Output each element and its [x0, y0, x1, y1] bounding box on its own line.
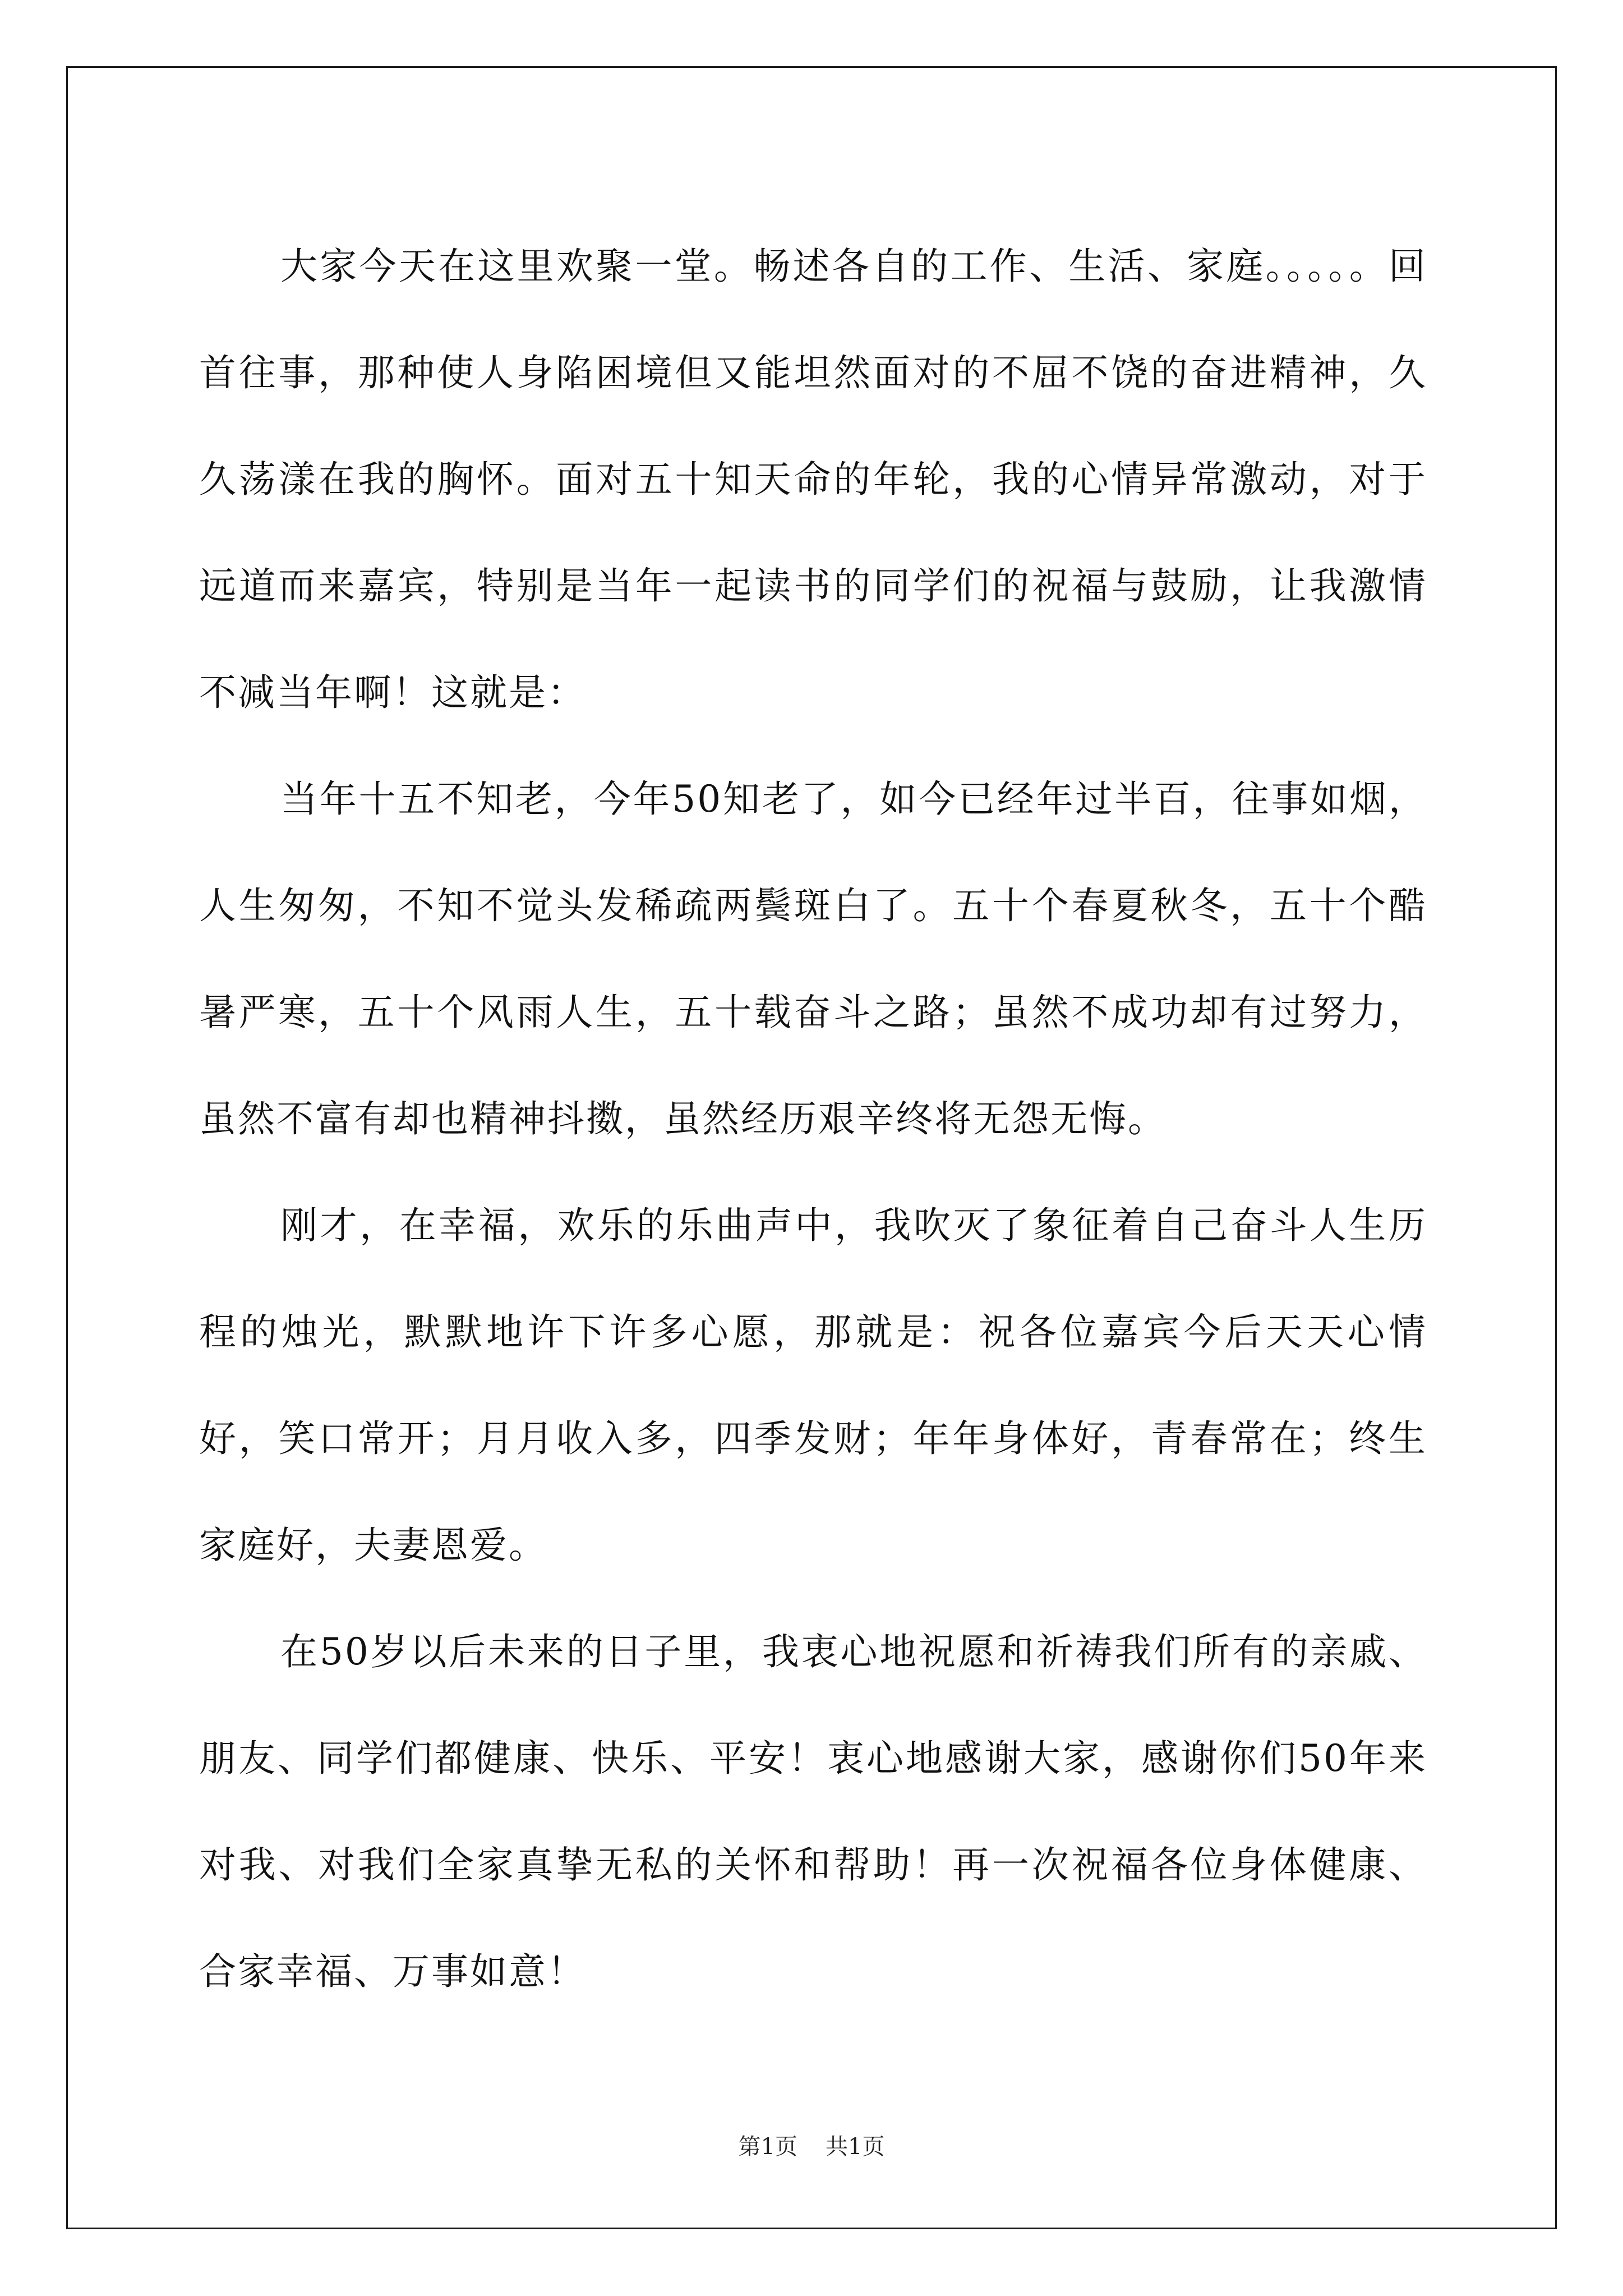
- paragraph-1: 大家今天在这里欢聚一堂。畅述各自的工作、生活、家庭。。。。。回首往事，那种使人身陷困境但又能坦然面对的不屈不饶的奋进精神，久久荡漾在我的胸怀。面对五十知天命的年轮，我的心情异常激动，对于远道而来嘉宾，特别是当年一起读书的同学们的祝福与鼓励，让我激情不减当年啊！这就是：: [199, 245, 1427, 714]
- paragraph-4: 在50岁以后未来的日子里，我衷心地祝愿和祈祷我们所有的亲戚、朋友、同学们都健康、快乐、平安！衷心地感谢大家，感谢你们50年来对我、对我们全家真挚无私的关怀和帮助！再一次祝福各位身体健康、合家幸福、万事如意！: [199, 1630, 1427, 1993]
- page-total: 共1页: [826, 2134, 885, 2160]
- paragraph-3: 刚才，在幸福，欢乐的乐曲声中，我吹灭了象征着自己奋斗人生历程的烛光，默默地许下许多心愿，那就是：祝各位嘉宾今后天天心情好，笑口常开；月月收入多，四季发财；年年身体好，青春常在；终生家庭好，夫妻恩爱。: [199, 1204, 1427, 1567]
- page-number: 第1页: [738, 2134, 797, 2160]
- page-footer: [0, 2130, 1623, 2164]
- paragraph-2: 当年十五不知老，今年50知老了，如今已经年过半百，往事如烟，人生匆匆，不知不觉头发稀疏两鬓斑白了。五十个春夏秋冬，五十个酷暑严寒，五十个风雨人生，五十载奋斗之路；虽然不成功却有过努力，虽然不富有却也精神抖擞，虽然经历艰辛终将无怨无悔。: [199, 777, 1427, 1140]
- document-body: [199, 213, 1427, 2025]
